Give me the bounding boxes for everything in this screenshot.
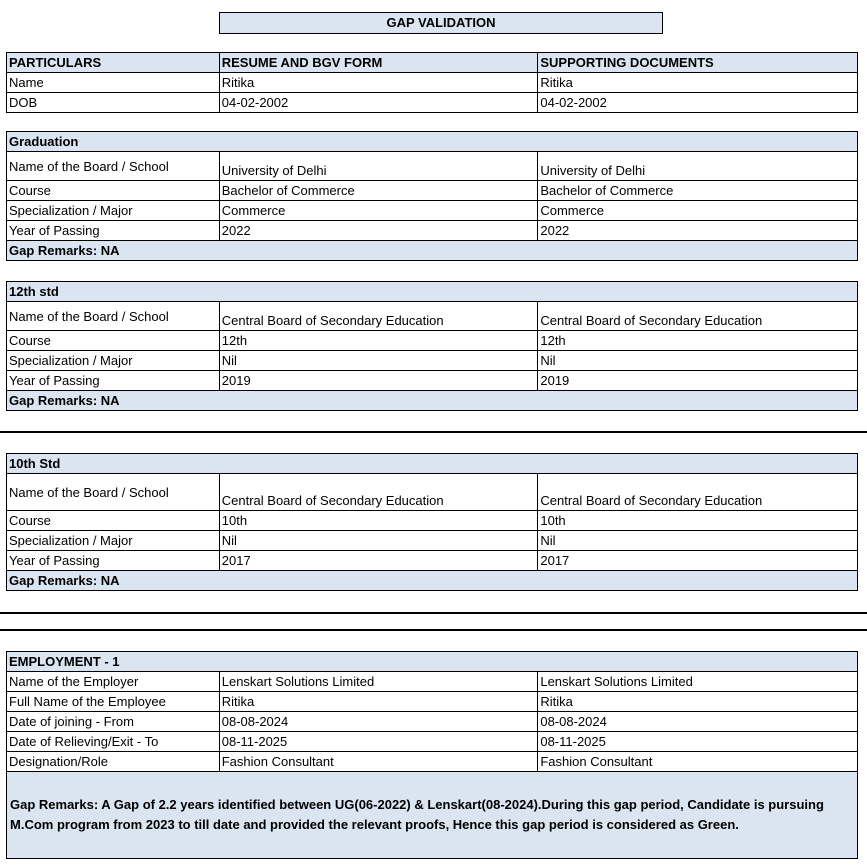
document-value: 08-11-2025 (538, 732, 858, 752)
table-row (7, 331, 858, 351)
section-title-row (7, 652, 858, 672)
tenth-table (6, 453, 858, 591)
gap-remarks-row (7, 772, 858, 859)
resume-value: University of Delhi (219, 152, 538, 181)
resume-value: Lenskart Solutions Limited (219, 672, 538, 692)
table-row (7, 221, 858, 241)
gap-remarks-row (7, 391, 858, 411)
resume-value: Fashion Consultant (219, 752, 538, 772)
row-label: Name of the Board / School (7, 152, 220, 181)
section-title: 10th Std (7, 454, 858, 474)
document-value: Central Board of Secondary Education (538, 474, 858, 511)
table-row (7, 73, 858, 93)
section-title-row (7, 454, 858, 474)
row-label: Course (7, 331, 220, 351)
divider (0, 612, 867, 614)
table-row (7, 531, 858, 551)
row-label: Date of joining - From (7, 712, 220, 732)
document-value: University of Delhi (538, 152, 858, 181)
row-label: Name of the Employer (7, 672, 220, 692)
header-resume: RESUME AND BGV FORM (219, 53, 538, 73)
table-row (7, 732, 858, 752)
row-label: Year of Passing (7, 551, 220, 571)
resume-value: 08-11-2025 (219, 732, 538, 752)
table-row (7, 672, 858, 692)
row-label: Full Name of the Employee (7, 692, 220, 712)
document-value: 12th (538, 331, 858, 351)
document-value: 2022 (538, 221, 858, 241)
table-row (7, 752, 858, 772)
section-title: EMPLOYMENT - 1 (7, 652, 858, 672)
table-row (7, 511, 858, 531)
gap-remarks: Gap Remarks: A Gap of 2.2 years identified between UG(06-2022) & Lenskart(08-2024).During this gap period, Candidate is pursuing M.Com program from 2023 to till date and provided the relevant proofs, Hence this gap period is considered as Green. (7, 772, 858, 859)
document-value: Nil (538, 351, 858, 371)
document-value: Ritika (538, 692, 858, 712)
table-row (7, 302, 858, 331)
header-particulars: PARTICULARS (7, 53, 220, 73)
table-row (7, 474, 858, 511)
table-row (7, 181, 858, 201)
twelfth-table (6, 281, 858, 411)
resume-value: Commerce (219, 201, 538, 221)
gap-remarks-row (7, 571, 858, 591)
row-label: DOB (7, 93, 220, 113)
resume-value: 04-02-2002 (219, 93, 538, 113)
divider (0, 629, 867, 631)
resume-value: Central Board of Secondary Education (219, 302, 538, 331)
document-value: 04-02-2002 (538, 93, 858, 113)
document-value: 10th (538, 511, 858, 531)
table-row (7, 712, 858, 732)
row-label: Course (7, 511, 220, 531)
graduation-table (6, 131, 858, 261)
table-row (7, 93, 858, 113)
resume-value: Nil (219, 351, 538, 371)
document-value: Nil (538, 531, 858, 551)
row-label: Specialization / Major (7, 351, 220, 371)
row-label: Specialization / Major (7, 531, 220, 551)
gap-remarks-row (7, 241, 858, 261)
employment-table (6, 651, 858, 859)
table-row (7, 551, 858, 571)
gap-remarks: Gap Remarks: NA (7, 391, 858, 411)
row-label: Name of the Board / School (7, 474, 220, 511)
document-value: 2019 (538, 371, 858, 391)
section-title: Graduation (7, 132, 858, 152)
section-title-row (7, 282, 858, 302)
document-value: Ritika (538, 73, 858, 93)
row-label: Year of Passing (7, 221, 220, 241)
gap-remarks: Gap Remarks: NA (7, 241, 858, 261)
document-value: 08-08-2024 (538, 712, 858, 732)
header-row (7, 53, 858, 73)
divider (0, 431, 867, 433)
row-label: Name (7, 73, 220, 93)
resume-value: 2022 (219, 221, 538, 241)
resume-value: 2019 (219, 371, 538, 391)
gap-remarks: Gap Remarks: NA (7, 571, 858, 591)
section-title-row (7, 132, 858, 152)
row-label: Name of the Board / School (7, 302, 220, 331)
document-value: Fashion Consultant (538, 752, 858, 772)
resume-value: Bachelor of Commerce (219, 181, 538, 201)
resume-value: Central Board of Secondary Education (219, 474, 538, 511)
resume-value: Ritika (219, 692, 538, 712)
table-row (7, 201, 858, 221)
row-label: Course (7, 181, 220, 201)
row-label: Date of Relieving/Exit - To (7, 732, 220, 752)
resume-value: Nil (219, 531, 538, 551)
table-row (7, 351, 858, 371)
table-row (7, 692, 858, 712)
resume-value: 12th (219, 331, 538, 351)
document-value: Lenskart Solutions Limited (538, 672, 858, 692)
page-title: GAP VALIDATION (219, 12, 663, 34)
section-title: 12th std (7, 282, 858, 302)
document-value: 2017 (538, 551, 858, 571)
header-documents: SUPPORTING DOCUMENTS (538, 53, 858, 73)
row-label: Year of Passing (7, 371, 220, 391)
row-label: Specialization / Major (7, 201, 220, 221)
resume-value: 2017 (219, 551, 538, 571)
table-row (7, 371, 858, 391)
personal-table (6, 52, 858, 113)
document-value: Bachelor of Commerce (538, 181, 858, 201)
resume-value: 10th (219, 511, 538, 531)
row-label: Designation/Role (7, 752, 220, 772)
resume-value: 08-08-2024 (219, 712, 538, 732)
resume-value: Ritika (219, 73, 538, 93)
table-row (7, 152, 858, 181)
document-value: Commerce (538, 201, 858, 221)
document-value: Central Board of Secondary Education (538, 302, 858, 331)
